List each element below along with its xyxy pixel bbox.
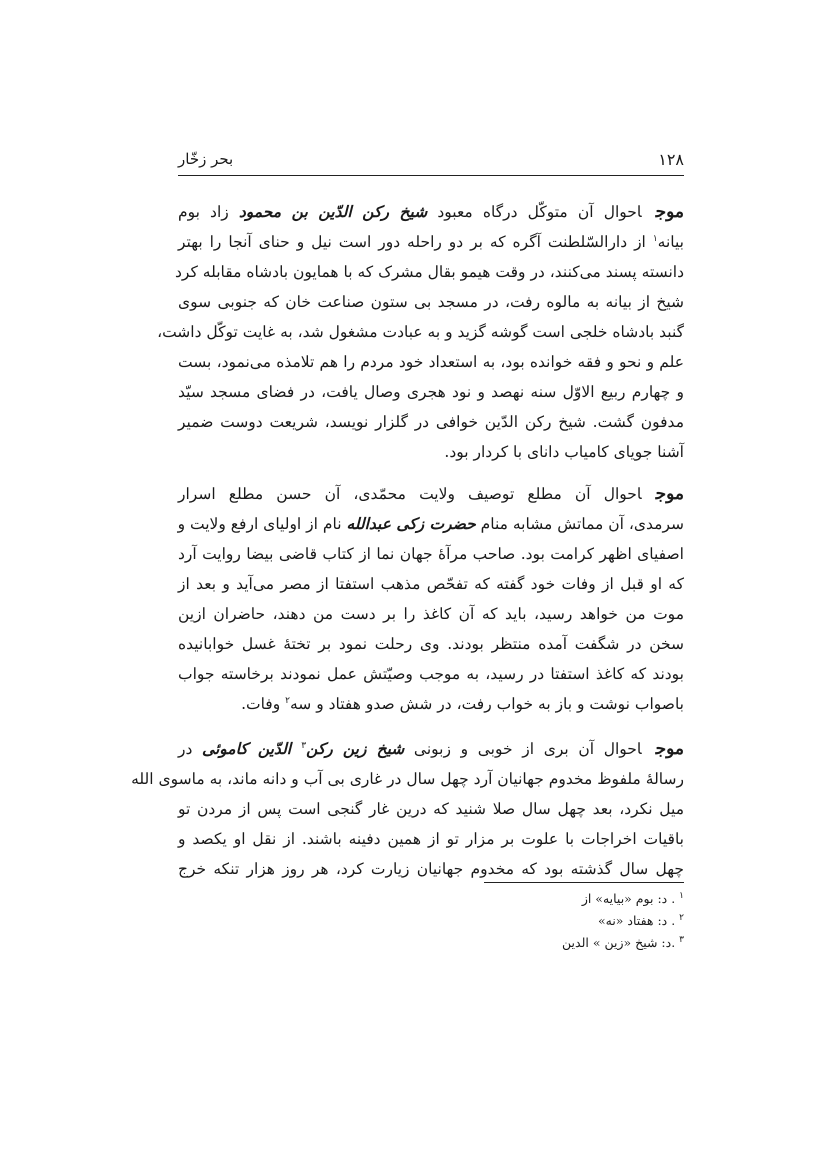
text-run: احوال آن بری از خوبی و زبونی [404, 740, 642, 758]
person-name: الدّین کاموئی [202, 739, 302, 758]
text-run: باصواب نوشت و باز به خواب رفت، در شش صدو هفتاد و سه [289, 695, 684, 713]
text-run: میل نکرد، بعد چهل سال صلا شنید که درین غار گنجی است پس از مردن تو [178, 800, 685, 818]
text-line [178, 227, 684, 257]
paragraph-3 [131, 734, 685, 884]
footnote-rule [484, 882, 684, 883]
text-line [178, 287, 684, 317]
paragraph-1 [157, 197, 684, 467]
text-line [178, 407, 684, 437]
footnote-number: ۲ [679, 912, 684, 923]
text-run: بودند که کاغذ استفتا در رسید، به موجب وصیّتش عمل نمودند برخاسته جواب [178, 665, 684, 683]
text-line [178, 824, 684, 854]
footnote [400, 910, 684, 932]
text-run: احوال آن مطلع توصیف ولایت محمّدی، آن حسن مطلع اسرار [178, 485, 642, 503]
text-run: زاد بوم [178, 203, 239, 221]
text-line [175, 257, 684, 287]
section-marker: موج [655, 202, 684, 222]
footnote-marker: ۳ [301, 740, 307, 751]
text-line [178, 854, 684, 884]
text-run: احوال آن متوکّل درگاه معبود [427, 203, 642, 221]
text-run: در [178, 740, 203, 758]
text-run: گنبد بادشاه خلجی است گوشه گزید و به عبادت مشغول شد، به غایت توکّل داشت، [157, 323, 684, 341]
footnote-marker: ۱ [652, 233, 658, 244]
text-line [178, 437, 684, 467]
text-line [178, 599, 684, 629]
text-line [178, 659, 684, 689]
text-line [178, 347, 684, 377]
text-line [178, 569, 684, 599]
footnote-text: . د: بوم «بیایه» از [581, 891, 680, 906]
text-run: سرمدی، آن مماتش مشابه منام [475, 515, 684, 533]
text-run: آشنا جویای کامیاب دانای با کردار بود. [444, 443, 684, 461]
text-run: دانسته پسند می‌کنند، در وقت هیمو بقال مشرک که با همایون بادشاه مقابله کرد [175, 263, 684, 281]
footnotes [400, 888, 684, 954]
running-header [178, 146, 684, 176]
person-name: شیخ رکن الدّین بن محمود [238, 202, 428, 221]
section-marker: موج [655, 484, 684, 504]
text-run: وفات. [241, 695, 286, 713]
text-run: موت من خواهد رسید، باید که آن کاغذ را بر دست من دهند، حاضران ازین [178, 605, 684, 623]
text-run: علم و نحو و فقه خوانده بود، به استعداد خود مردم را هم تلامذه می‌نمود، بست [178, 353, 684, 371]
page-number: ۱۲۸ [658, 150, 684, 169]
section-marker: موج [655, 739, 684, 759]
footnote-text: .د: شیخ «زین » الدین [562, 935, 680, 950]
footnote-number: ۱ [679, 890, 684, 901]
text-run: که او قبل از وفات خود گفته که تفحّص مذهب استفتا از مصر می‌آید و بعد از [178, 575, 684, 593]
text-run: سخن در شگفت آمده منتظر بودند. وی رحلت نمود بر تختهٔ غسل خوابانیده [178, 635, 684, 653]
footnote-text: . د: هفتاد «نه» [597, 913, 680, 928]
text-line [178, 377, 684, 407]
text-run: از دارالسّلطنت آگره که بر دو راحله دور است نیل و حنای آنجا را بهتر [178, 233, 653, 251]
footnote [400, 932, 684, 954]
text-run: چهل سال گذشته بود که مخدوم جهانیان زیارت کرد، هر روز هزار تنکه خرج [178, 860, 684, 878]
footnote [400, 888, 684, 910]
text-run: اصفیای اظهر کرامت بود. صاحب مرآهٔ جهان نما از کتاب قاضی بیضا روایت آرد [178, 545, 684, 563]
text-run: مدفون گشت. شیخ رکن الدّین خوافی در گلزار نویسد، شریعت دوست ضمیر [178, 413, 684, 431]
text-line [178, 539, 684, 569]
text-run: نام از اولیای ارفع ولایت و [177, 515, 347, 533]
text-line [131, 764, 684, 794]
paragraph-2 [178, 479, 684, 719]
text-line [178, 629, 684, 659]
text-line [178, 197, 684, 227]
person-name: حضرت زکی عبدالله [346, 514, 476, 533]
text-line [178, 734, 684, 764]
footnote-marker: ۲ [285, 695, 290, 706]
text-run: بیانه [657, 233, 684, 251]
text-line [157, 317, 684, 347]
text-run: باقیات اخراجات با علوت بر مزار تو از همین دفینه باشند. از نقل او یکصد و [178, 830, 684, 848]
text-run: شیخ از بیانه به مالوه رفت، در مسجد بی ستون صناعت خان که جنوبی سوی [178, 293, 684, 311]
text-line [178, 689, 684, 719]
text-line [178, 479, 684, 509]
text-line [178, 794, 684, 824]
text-line [178, 509, 684, 539]
person-name: شیخ زین رکن [306, 739, 405, 758]
footnote-number: ۳ [679, 934, 684, 945]
header-rule [178, 175, 684, 176]
text-run: رسالهٔ ملفوظ مخدوم جهانیان آرد چهل سال در غاری بی آب و دانه ماند، به ماسوی الله [131, 770, 684, 788]
text-run: و چهارم ربیع الاوّل سنه نهصد و نود هجری وصال یافت، در فضای مسجد سیّد [178, 383, 684, 401]
running-title: بحر زخّار [178, 150, 234, 168]
